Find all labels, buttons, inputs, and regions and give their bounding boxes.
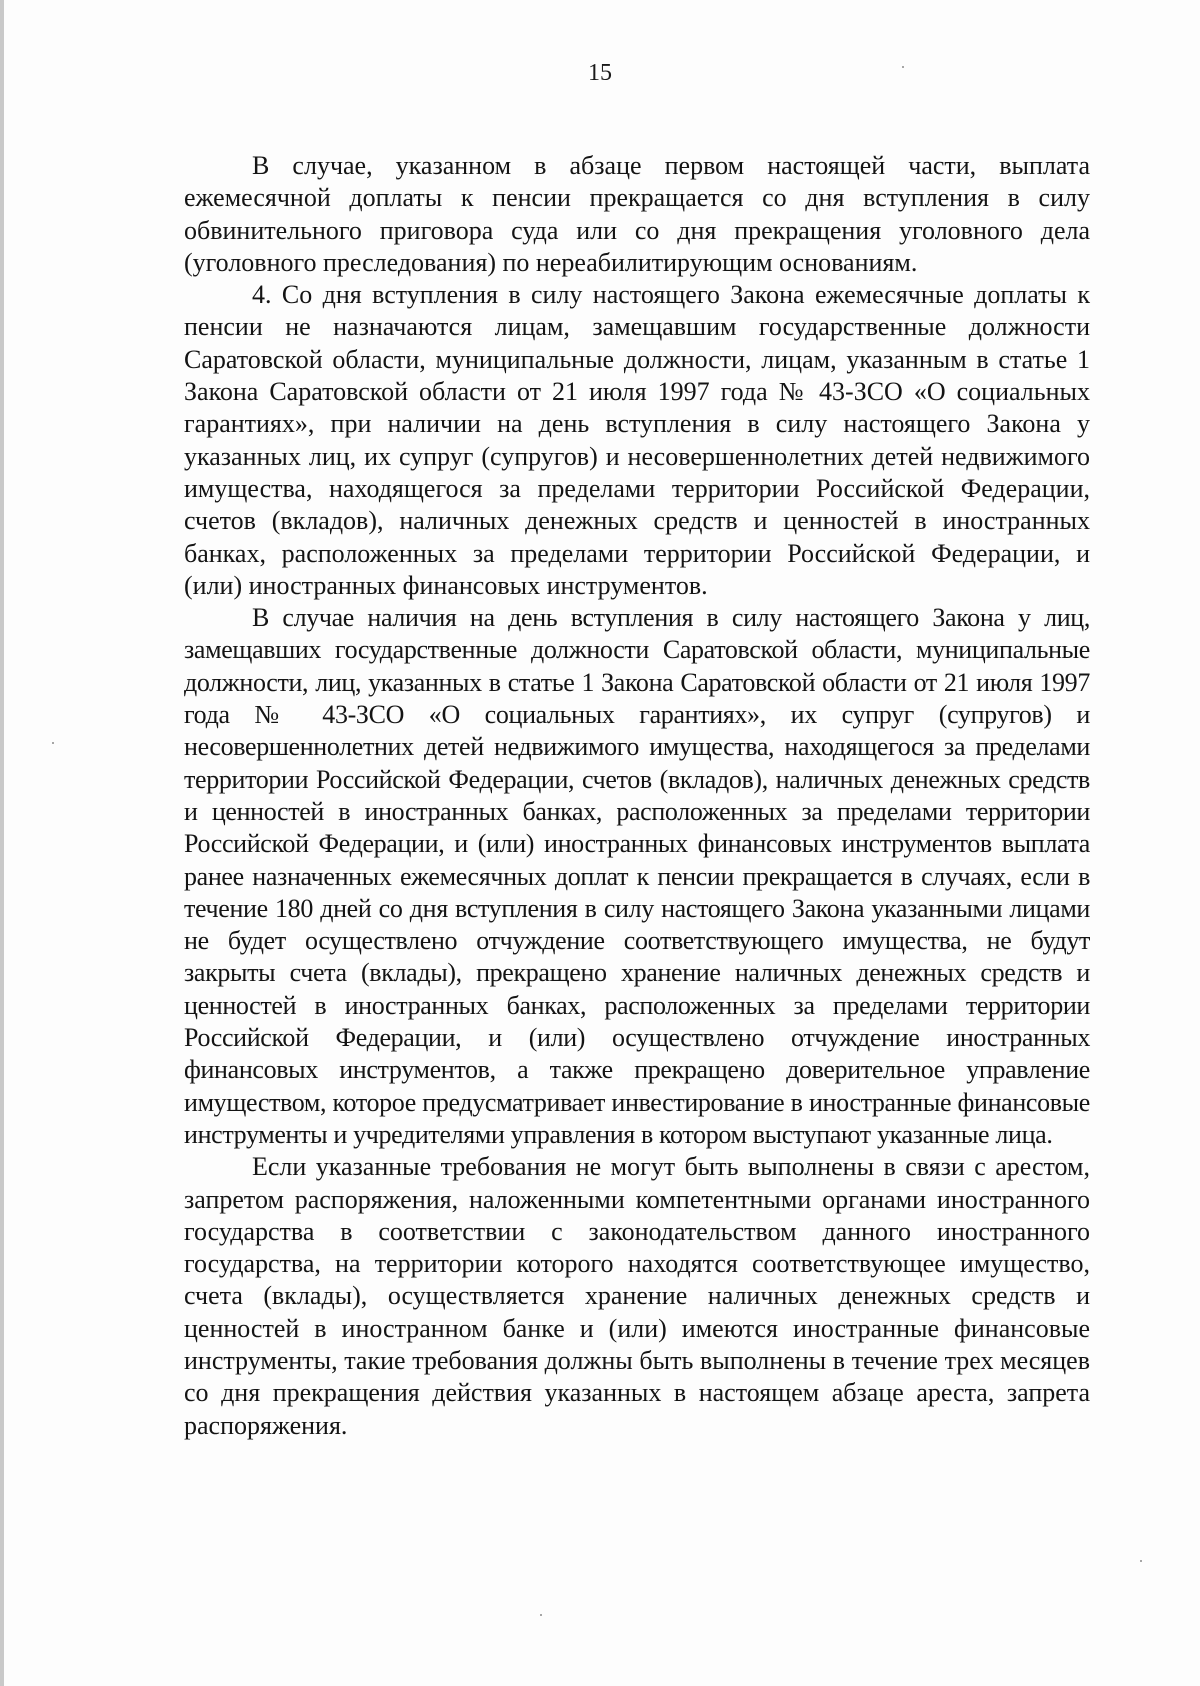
scan-edge [0, 0, 4, 1686]
scan-speck [540, 1614, 542, 1616]
document-body [184, 150, 1090, 1442]
scan-speck [902, 66, 904, 68]
scan-speck [52, 742, 54, 744]
paragraph-termination-on-conviction: В случае, указанном в абзаце первом настоящей части, выплата ежемесячной доплаты к пенсии прекращается со дня вступления в силу обвинительного приговора суда или со дня прекращения уголовного дела (уголовного преследования) по нереабилитирующим основаниям. [184, 151, 1090, 277]
paragraph-termination-on-foreign-assets: В случае наличия на день вступления в силу настоящего Закона у лиц, замещавших государственные должности Саратовской области, муниципальные должности, лиц, указанных в статье 1 Закона Саратовской области от 21 июля 1997 года № 43-ЗСО «О социальных гарантиях», их супруг (супругов) и несовершеннолетних детей недвижимого имущества, находящегося за пределами территории Российской Федерации, счетов (вкладов), наличных денежных средств и ценностей в иностранных банках, расположенных за пределами территории Российской Федерации, и (или) иностранных финансовых инструментов выплата ранее назначенных ежемесячных доплат к пенсии прекращается в случаях, если в течение 180 дней со дня вступления в силу настоящего Закона указанными лицами не будет осуществлено отчуждение соответствующего имущества, не будут закрыты счета (вклады), прекращено хранение наличных денежных средств и ценностей в иностранных банках, расположенных за пределами территории Российской Федерации, и (или) осуществлено отчуждение иностранных финансовых инструментов, а также прекращено доверительное управление имуществом, которое предусматривает инвестирование в иностранные финансовые инструменты и учредителями управления в котором выступают указанные лица. [184, 603, 1090, 1149]
paragraph-arrest-exception: Если указанные требования не могут быть выполнены в связи с арестом, запретом распоряжения, наложенными компетентными органами иностранного государства в соответствии с законодательством данного иностранного государства, на территории которого находятся соответствующее имущество, счета (вклады), осуществляется хранение наличных денежных средств и ценностей в иностранном банке и (или) имеются иностранные финансовые инструменты, такие требования должны быть выполнены в течение трех месяцев со дня прекращения действия указанных в настоящем абзаце ареста, запрета распоряжения. [184, 1152, 1090, 1440]
page-number: 15 [588, 60, 612, 86]
paragraph-4-no-assignment: 4. Со дня вступления в силу настоящего Закона ежемесячные доплаты к пенсии не назначаются лицам, замещавшим государственные должности Саратовской области, муниципальные должности, лицам, указанным в статье 1 Закона Саратовской области от 21 июля 1997 года № 43-ЗСО «О социальных гарантиях», при наличии на день вступления в силу настоящего Закона у указанных лиц, их супруг (супругов) и несовершеннолетних детей недвижимого имущества, находящегося за пределами территории Российской Федерации, счетов (вкладов), наличных денежных средств и ценностей в иностранных банках, расположенных за пределами территории Российской Федерации, и (или) иностранных финансовых инструментов. [184, 280, 1090, 600]
scan-speck [1140, 1560, 1142, 1562]
